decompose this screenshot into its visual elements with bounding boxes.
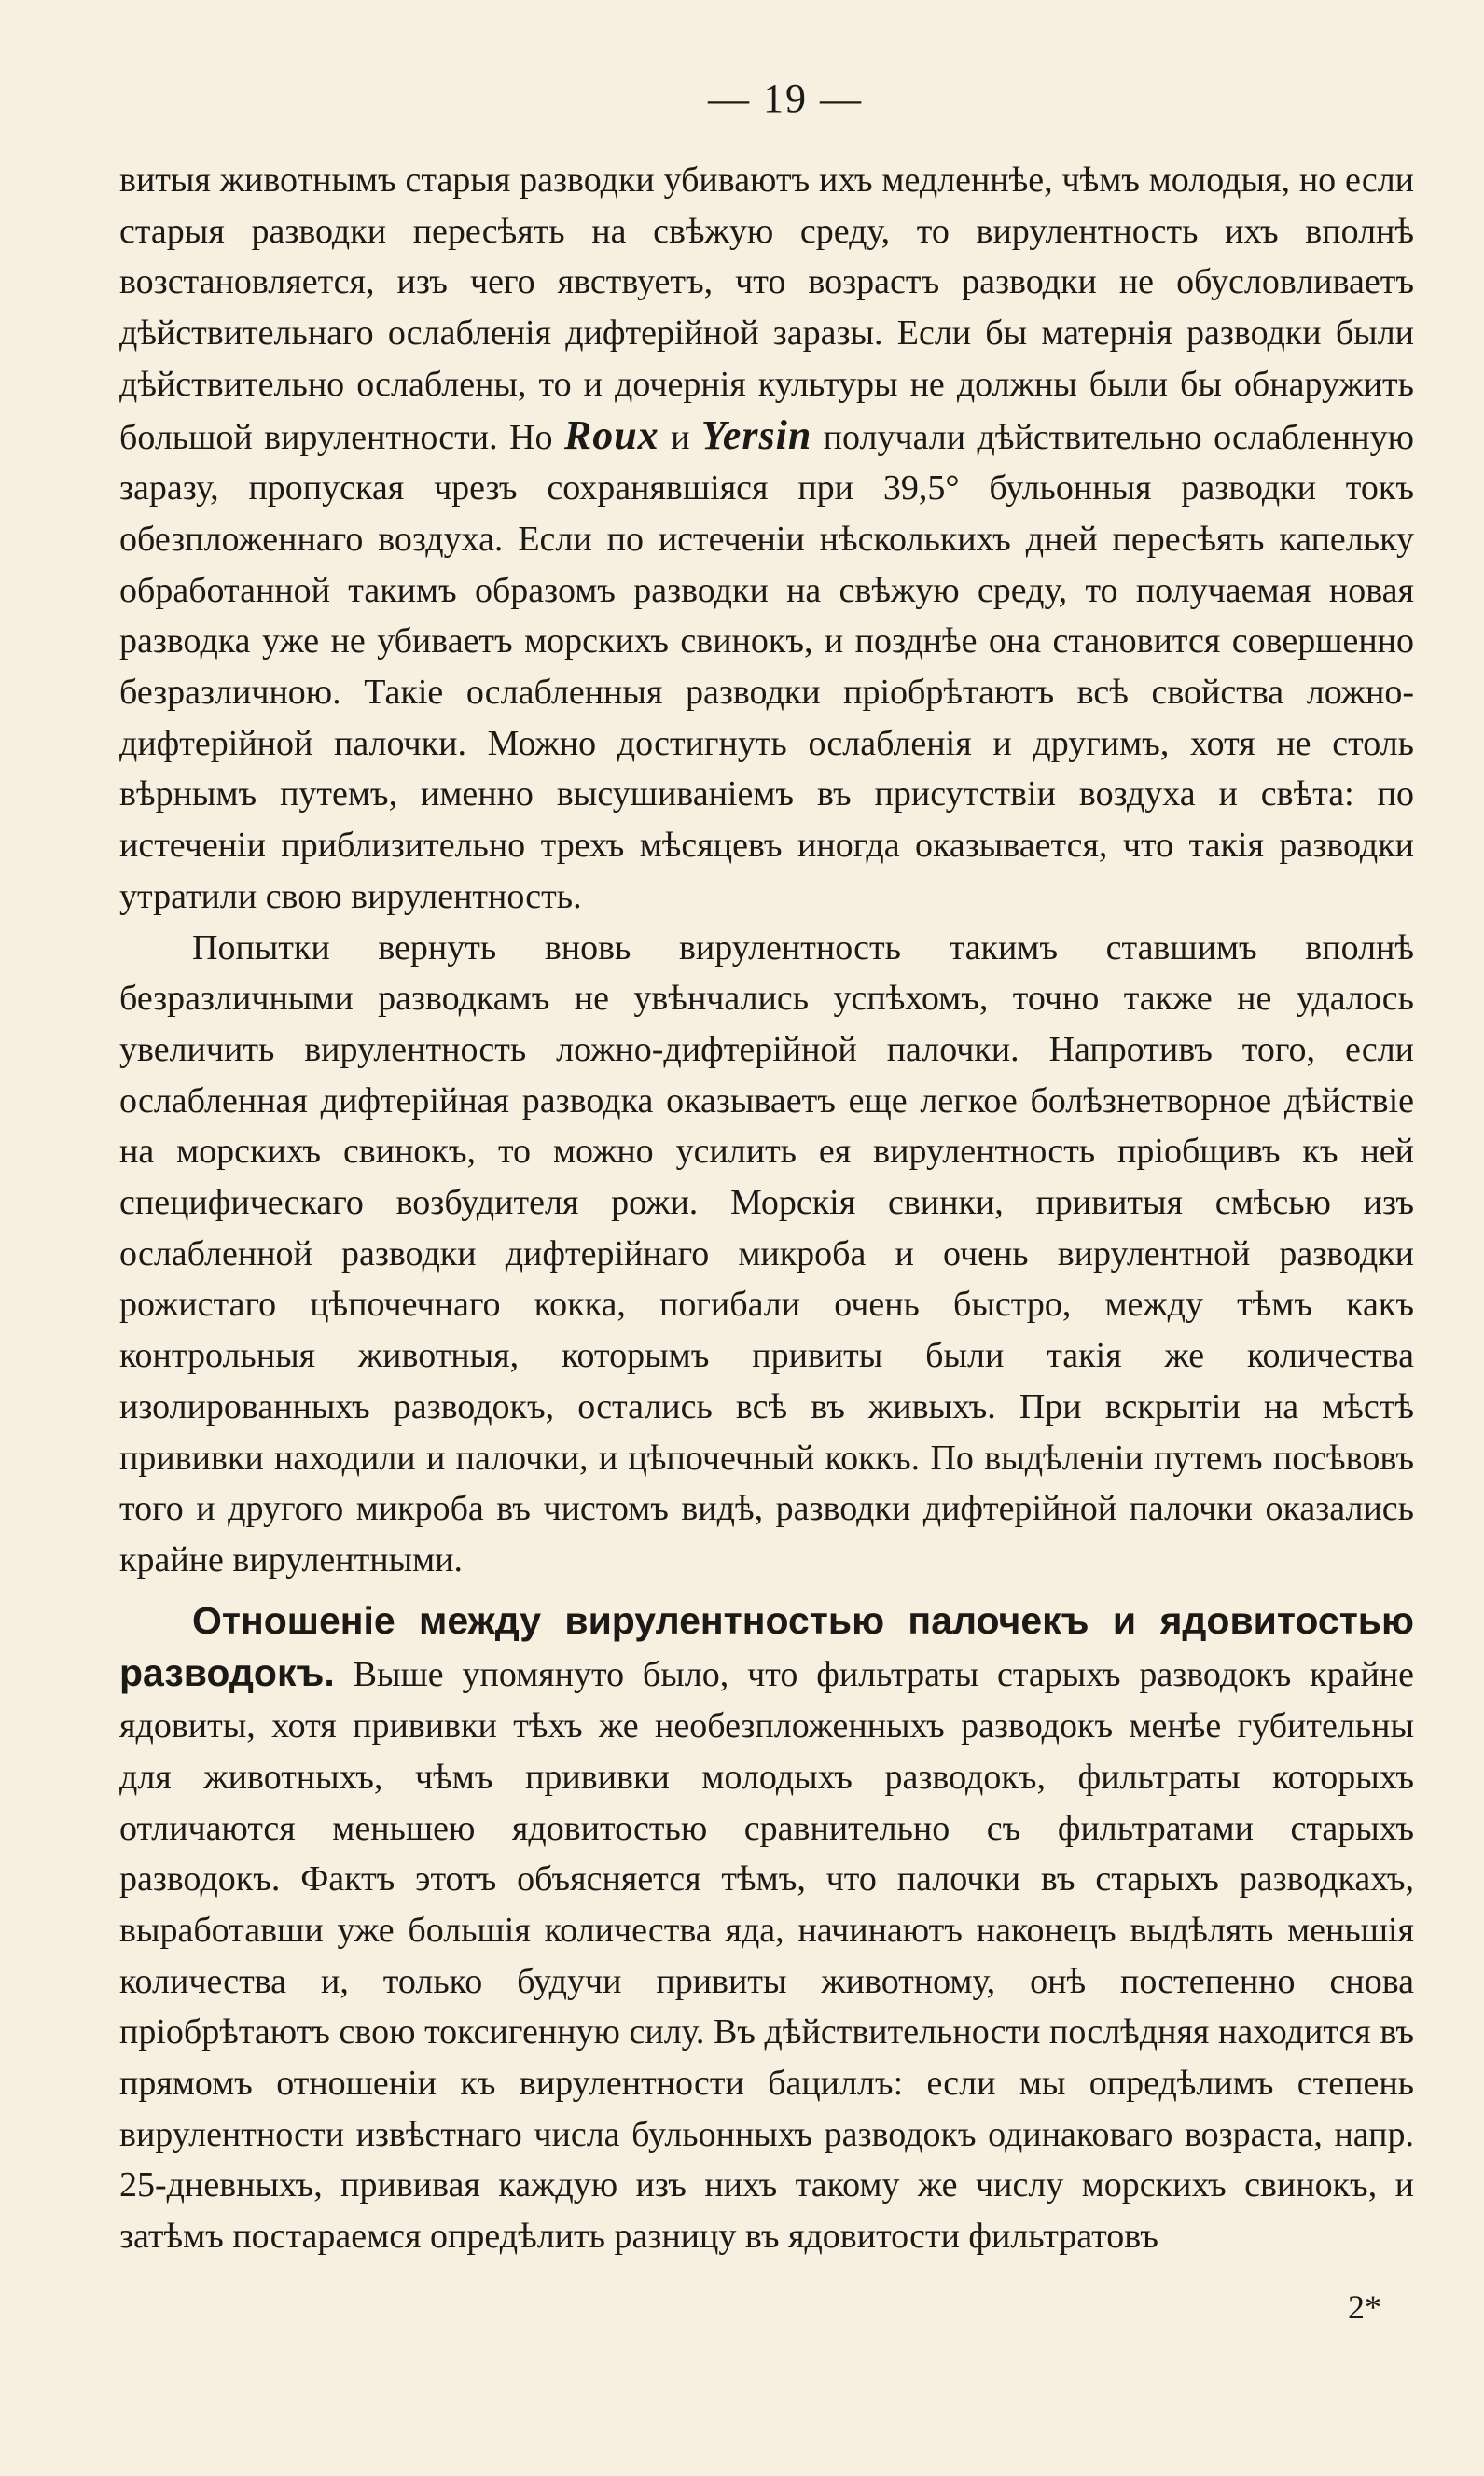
paragraph-1-text-c: получали дѣйствительно ослабленную заразу, пропуская чрезъ сохранявшіяся при 39,5° бульонныя разводки токъ обезпложеннаго воздуха. Если по истеченіи нѣсколькихъ дней пересѣять капельку обработанной такимъ образомъ разводки на свѣжую среду, то получаемая новая разводка уже не убиваетъ морскихъ свинокъ, и позднѣе она становится совершенно безразличною. Такіе ослабленныя разводки пріобрѣтаютъ всѣ свойства ложно-дифтерійной палочки. Можно достигнуть ослабленія и другимъ, хотя не столь вѣрнымъ путемъ, именно высушиваніемъ въ присутствіи воздуха и свѣта: по истеченіи приблизительно трехъ мѣсяцевъ иногда оказывается, что такія разводки утратили свою вирулентность. xyxy=(119,417,1414,916)
author-yersin: Yersin xyxy=(700,411,812,458)
paragraph-1 xyxy=(119,155,1414,923)
paragraph-2: Попытки вернуть вновь вирулентность такимъ ставшимъ вполнѣ безразличными разводкамъ не увѣнчались успѣхомъ, точно также не удалось увеличить вирулентность ложно-дифтерійной палочки. Напротивъ того, если ослабленная дифтерійная разводка оказываетъ еще легкое болѣзнетворное дѣйствіе на морскихъ свинокъ, то можно усилить ея вирулентность пріобщивъ къ ней специфическаго возбудителя рожи. Морскія свинки, привитыя смѣсью изъ ослабленной разводки дифтерійнаго микроба и очень вирулентной разводки рожистаго цѣпочечнаго кокка, погибали очень быстро, между тѣмъ какъ контрольныя животныя, которымъ привиты были такія же количества изолированныхъ разводокъ, остались всѣ въ живыхъ. При вскрытіи на мѣстѣ прививки находили и палочки, и цѣпочечный коккъ. По выдѣленіи путемъ посѣвовъ того и другого микроба въ чистомъ видѣ, разводки дифтерійной палочки оказались крайне вирулентными. xyxy=(119,927,1414,1579)
author-roux: Roux xyxy=(563,411,659,458)
paragraph-3 xyxy=(119,1595,1414,2262)
section-heading: Отношеніе между вирулентностью палочекъ и ядовитостью разводокъ. xyxy=(119,1598,1414,1695)
paragraph-1-text-a: витыя животнымъ старыя разводки убиваютъ ихъ медленнѣе, чѣмъ молодыя, но если старыя разводки пересѣять на свѣжую среду, то вирулентность ихъ вполнѣ возстановляется, изъ чего явствуетъ, что возрастъ разводки не обусловливаетъ дѣйствительнаго ослабленія дифтерійной заразы. Если бы матернія разводки были дѣйствительно ослаблены, то и дочернія культуры не должны были бы обнаружить большой вирулентности. Но xyxy=(119,160,1414,457)
paragraph-3-text: Выше упомянуто было, что фильтраты старыхъ разводокъ крайне ядовиты, хотя прививки тѣхъ же необезпложенныхъ разводокъ менѣе губительны для животныхъ, чѣмъ прививки молодыхъ разводокъ, фильтраты которыхъ отличаются меньшею ядовитостью сравнительно съ фильтратами старыхъ разводокъ. Фактъ этотъ объясняется тѣмъ, что палочки въ старыхъ разводкахъ, выработавши уже большія количества яда, начинаютъ наконецъ выдѣлять меньшія количества и, только будучи привиты животному, онѣ постепенно снова пріобрѣтаютъ свою токсигенную силу. Въ дѣйствительности послѣдняя находится въ прямомъ отношеніи къ вирулентности бациллъ: если мы опредѣлимъ степень вирулентности извѣстнаго числа бульонныхъ разводокъ одинаковаго возраста, напр. 25-дневныхъ, прививая каждую изъ нихъ такому же числу морскихъ свинокъ, и затѣмъ постараемся опредѣлить разницу въ ядовитости фильтратовъ xyxy=(119,1655,1414,2257)
paragraph-1-text-b: и xyxy=(659,417,701,457)
signature-mark: 2* xyxy=(1348,2288,1381,2326)
page-number: — 19 — xyxy=(708,76,863,121)
